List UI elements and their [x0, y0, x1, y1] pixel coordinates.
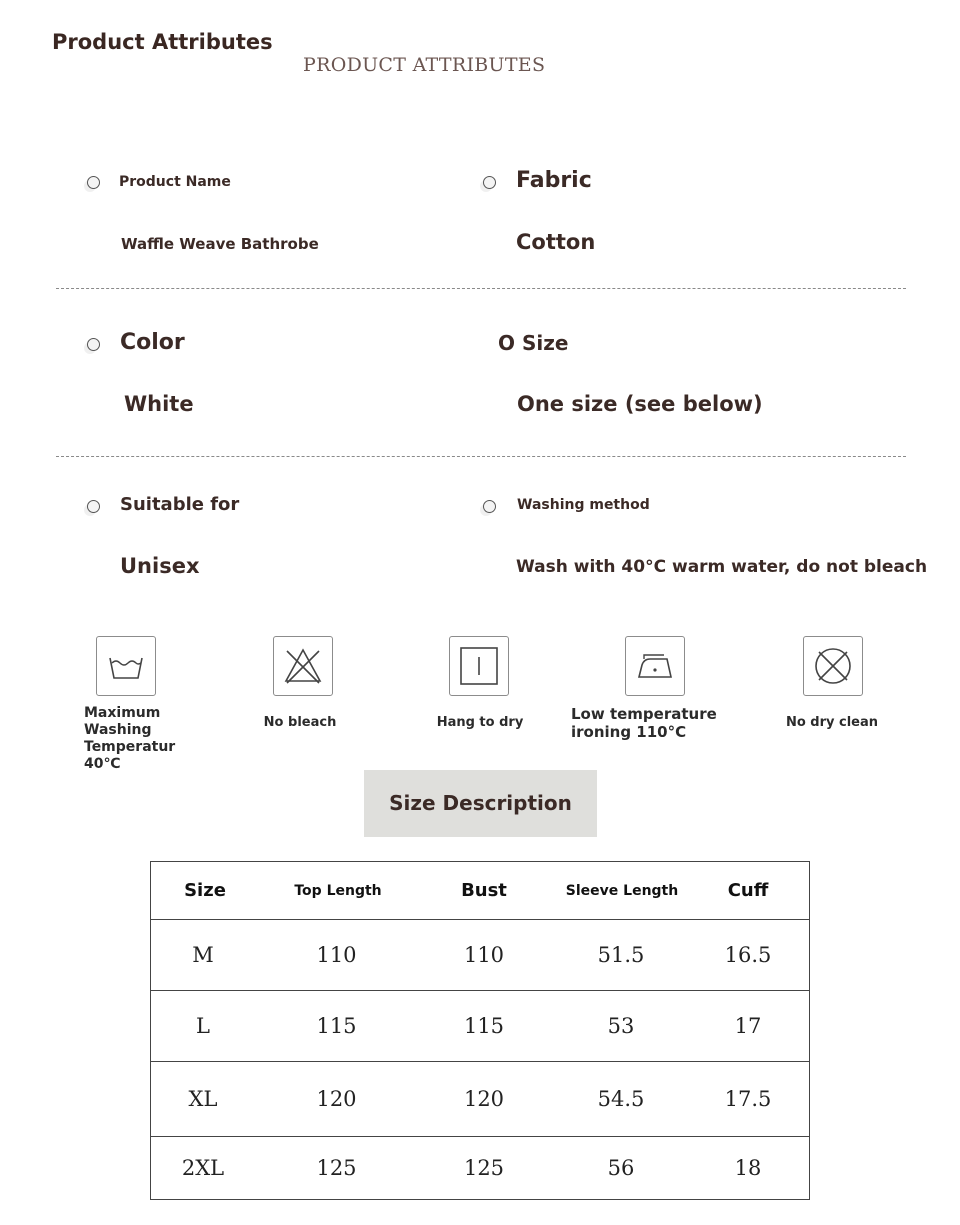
bullet-icon [87, 338, 100, 351]
size-value: One size (see below) [517, 392, 763, 416]
column-header: Size [184, 880, 226, 901]
care-label: Maximum Washing Temperatur 40℃ [84, 705, 176, 772]
bullet-icon [483, 500, 496, 513]
table-cell: 125 [316, 1156, 357, 1180]
care-label: Hang to dry [436, 715, 524, 730]
bullet-icon [483, 176, 496, 189]
iron-low-icon [625, 636, 685, 696]
size-table [150, 861, 810, 1200]
washing-method-value: Wash with 40°C warm water, do not bleach [516, 557, 928, 577]
table-row [151, 1062, 809, 1137]
table-row [151, 991, 809, 1062]
table-cell: 110 [316, 942, 357, 967]
page-subtitle: PRODUCT ATTRIBUTES [303, 54, 546, 76]
table-cell: 56 [607, 1156, 635, 1180]
no-bleach-icon [273, 636, 333, 696]
table-cell: 18 [734, 1156, 762, 1180]
table-cell: 110 [463, 942, 505, 967]
column-header: Cuff [727, 880, 769, 901]
table-cell: 16.5 [724, 942, 772, 967]
suitable-for-label: Suitable for [120, 494, 240, 515]
suitable-for-value: Unisex [120, 554, 200, 578]
size-label: O Size [498, 331, 569, 355]
color-label: Color [120, 330, 185, 355]
table-row [151, 919, 809, 991]
table-cell: 2XL [181, 1156, 225, 1180]
table-cell: XL [188, 1087, 218, 1111]
table-row [151, 1137, 809, 1199]
fabric-value: Cotton [516, 230, 596, 254]
hang-dry-icon [449, 636, 509, 696]
table-header-row [151, 862, 809, 920]
no-dry-clean-icon [803, 636, 863, 696]
table-cell: M [192, 942, 214, 967]
table-cell: 125 [463, 1156, 505, 1180]
bullet-icon [87, 176, 100, 189]
washtub-icon [96, 636, 156, 696]
column-header: Bust [461, 880, 507, 901]
column-header: Top Length [294, 882, 382, 899]
product-name-value: Waffle Weave Bathrobe [121, 235, 319, 253]
care-label: Low temperature ironing 110°C [571, 705, 717, 741]
care-label: No bleach [263, 715, 337, 730]
product-name-label: Product Name [119, 174, 231, 190]
color-value: White [124, 392, 194, 416]
size-description-button[interactable]: Size Description [364, 770, 597, 837]
table-cell: 17.5 [724, 1087, 772, 1111]
table-cell: 115 [463, 1014, 505, 1038]
section-divider [56, 456, 906, 457]
table-cell: 120 [463, 1087, 505, 1111]
section-divider [56, 288, 906, 289]
table-cell: L [196, 1014, 210, 1038]
table-cell: 53 [607, 1014, 635, 1038]
care-label: No dry clean [785, 715, 879, 730]
fabric-label: Fabric [516, 168, 592, 193]
page-title: Product Attributes [52, 30, 273, 54]
bullet-icon [87, 500, 100, 513]
washing-method-label: Washing method [517, 497, 650, 513]
column-header: Sleeve Length [565, 882, 679, 899]
table-cell: 17 [734, 1014, 762, 1038]
table-cell: 115 [316, 1014, 357, 1038]
table-cell: 120 [316, 1087, 357, 1111]
table-cell: 51.5 [597, 942, 645, 967]
table-cell: 54.5 [597, 1087, 645, 1111]
